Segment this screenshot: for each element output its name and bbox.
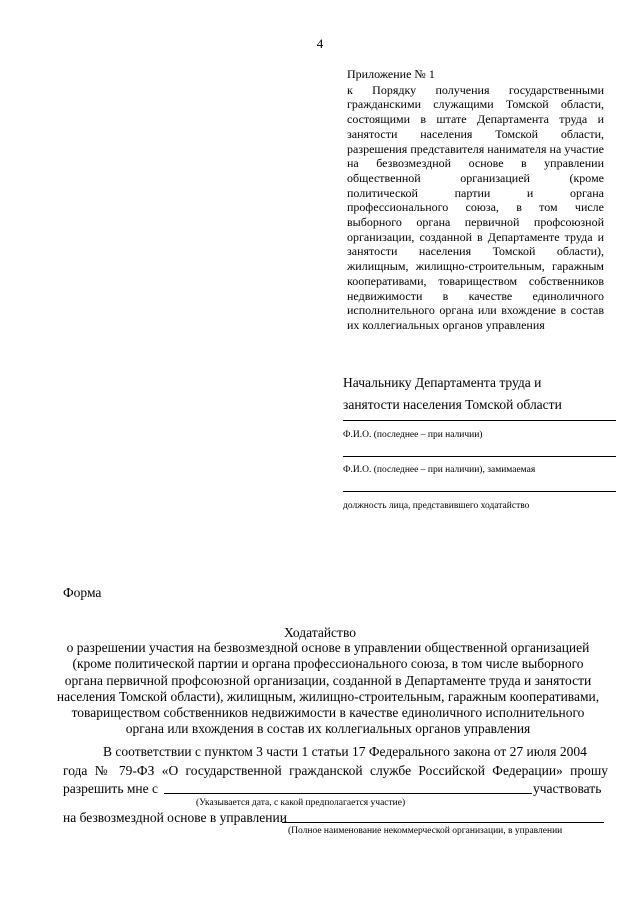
- date-fill-line[interactable]: [164, 793, 532, 794]
- appendix-title: Приложение № 1: [347, 67, 435, 81]
- form-label: Форма: [63, 585, 102, 600]
- page-number: 4: [316, 36, 324, 51]
- addressee-line-2: занятости населения Томской области: [343, 397, 562, 412]
- position-fill-line[interactable]: [343, 491, 616, 492]
- date-hint: (Указывается дата, с какой предполагается участие): [196, 798, 406, 808]
- body-line-4-start: на безвозмездной основе в управлении: [63, 810, 287, 825]
- org-fill-line[interactable]: [282, 822, 604, 823]
- org-hint: (Полное наименование некоммерческой организации, в управлении: [288, 826, 563, 836]
- fio-hint-2: Ф.И.О. (последнее – при наличии), замимаемая: [343, 465, 536, 475]
- appendix-block: [347, 67, 604, 333]
- body-line-1: В соответствии с пунктом 3 части 1 статьи 17 Федерального закона от 27 июля 2004: [103, 744, 587, 759]
- position-hint: должность лица, представившего ходатайство: [343, 501, 530, 511]
- body-line-3-end: участвовать: [533, 781, 602, 796]
- appendix-body: к Порядку получения государственными гражданскими служащими Томской области, состоящими в штате Департамента труда и занятости населения Томской области, разрешения представителя нанимателя на участие на безвозмездной основе в управлении общественной организацией (кроме политической партии и органа профессионального союза, в том числе выборного органа первичной профсоюзной организации, созданной в Департаменте труда и занятости населения Томской области), жилищным, жилищно-строительным, гаражным кооперативами, товариществом собственников недвижимости в качестве единоличного исполнительного органа или вхождение в состав их коллегиальных органов управления: [347, 82, 604, 332]
- body-line-3-start: разрешить мне с: [63, 781, 158, 796]
- addressee-block: [343, 372, 615, 416]
- fio-fill-line-2[interactable]: [343, 456, 616, 457]
- petition-title: Ходатайство: [284, 625, 356, 640]
- fio-hint-1: Ф.И.О. (последнее – при наличии): [343, 430, 483, 440]
- fio-fill-line-1[interactable]: [343, 420, 616, 421]
- body-line-2: года № 79-ФЗ «О государственной гражданской службе Российской Федерации» прошу: [63, 763, 608, 778]
- petition-subject: о разрешении участия на безвозмездной основе в управлении общественной организацией (кроме политической партии и органа профессионального союза, в том числе выборного органа первичной профсоюзной организации, созданной в Департаменте труда и занятости населения Томской области), жилищным, жилищно-строительным, гаражным кооперативами, товариществом собственников недвижимости в качестве единоличного исполнительного органа или вхождения в состав их коллегиальных органов управления: [56, 640, 600, 737]
- addressee-line-1: Начальнику Департамента труда и: [343, 375, 542, 390]
